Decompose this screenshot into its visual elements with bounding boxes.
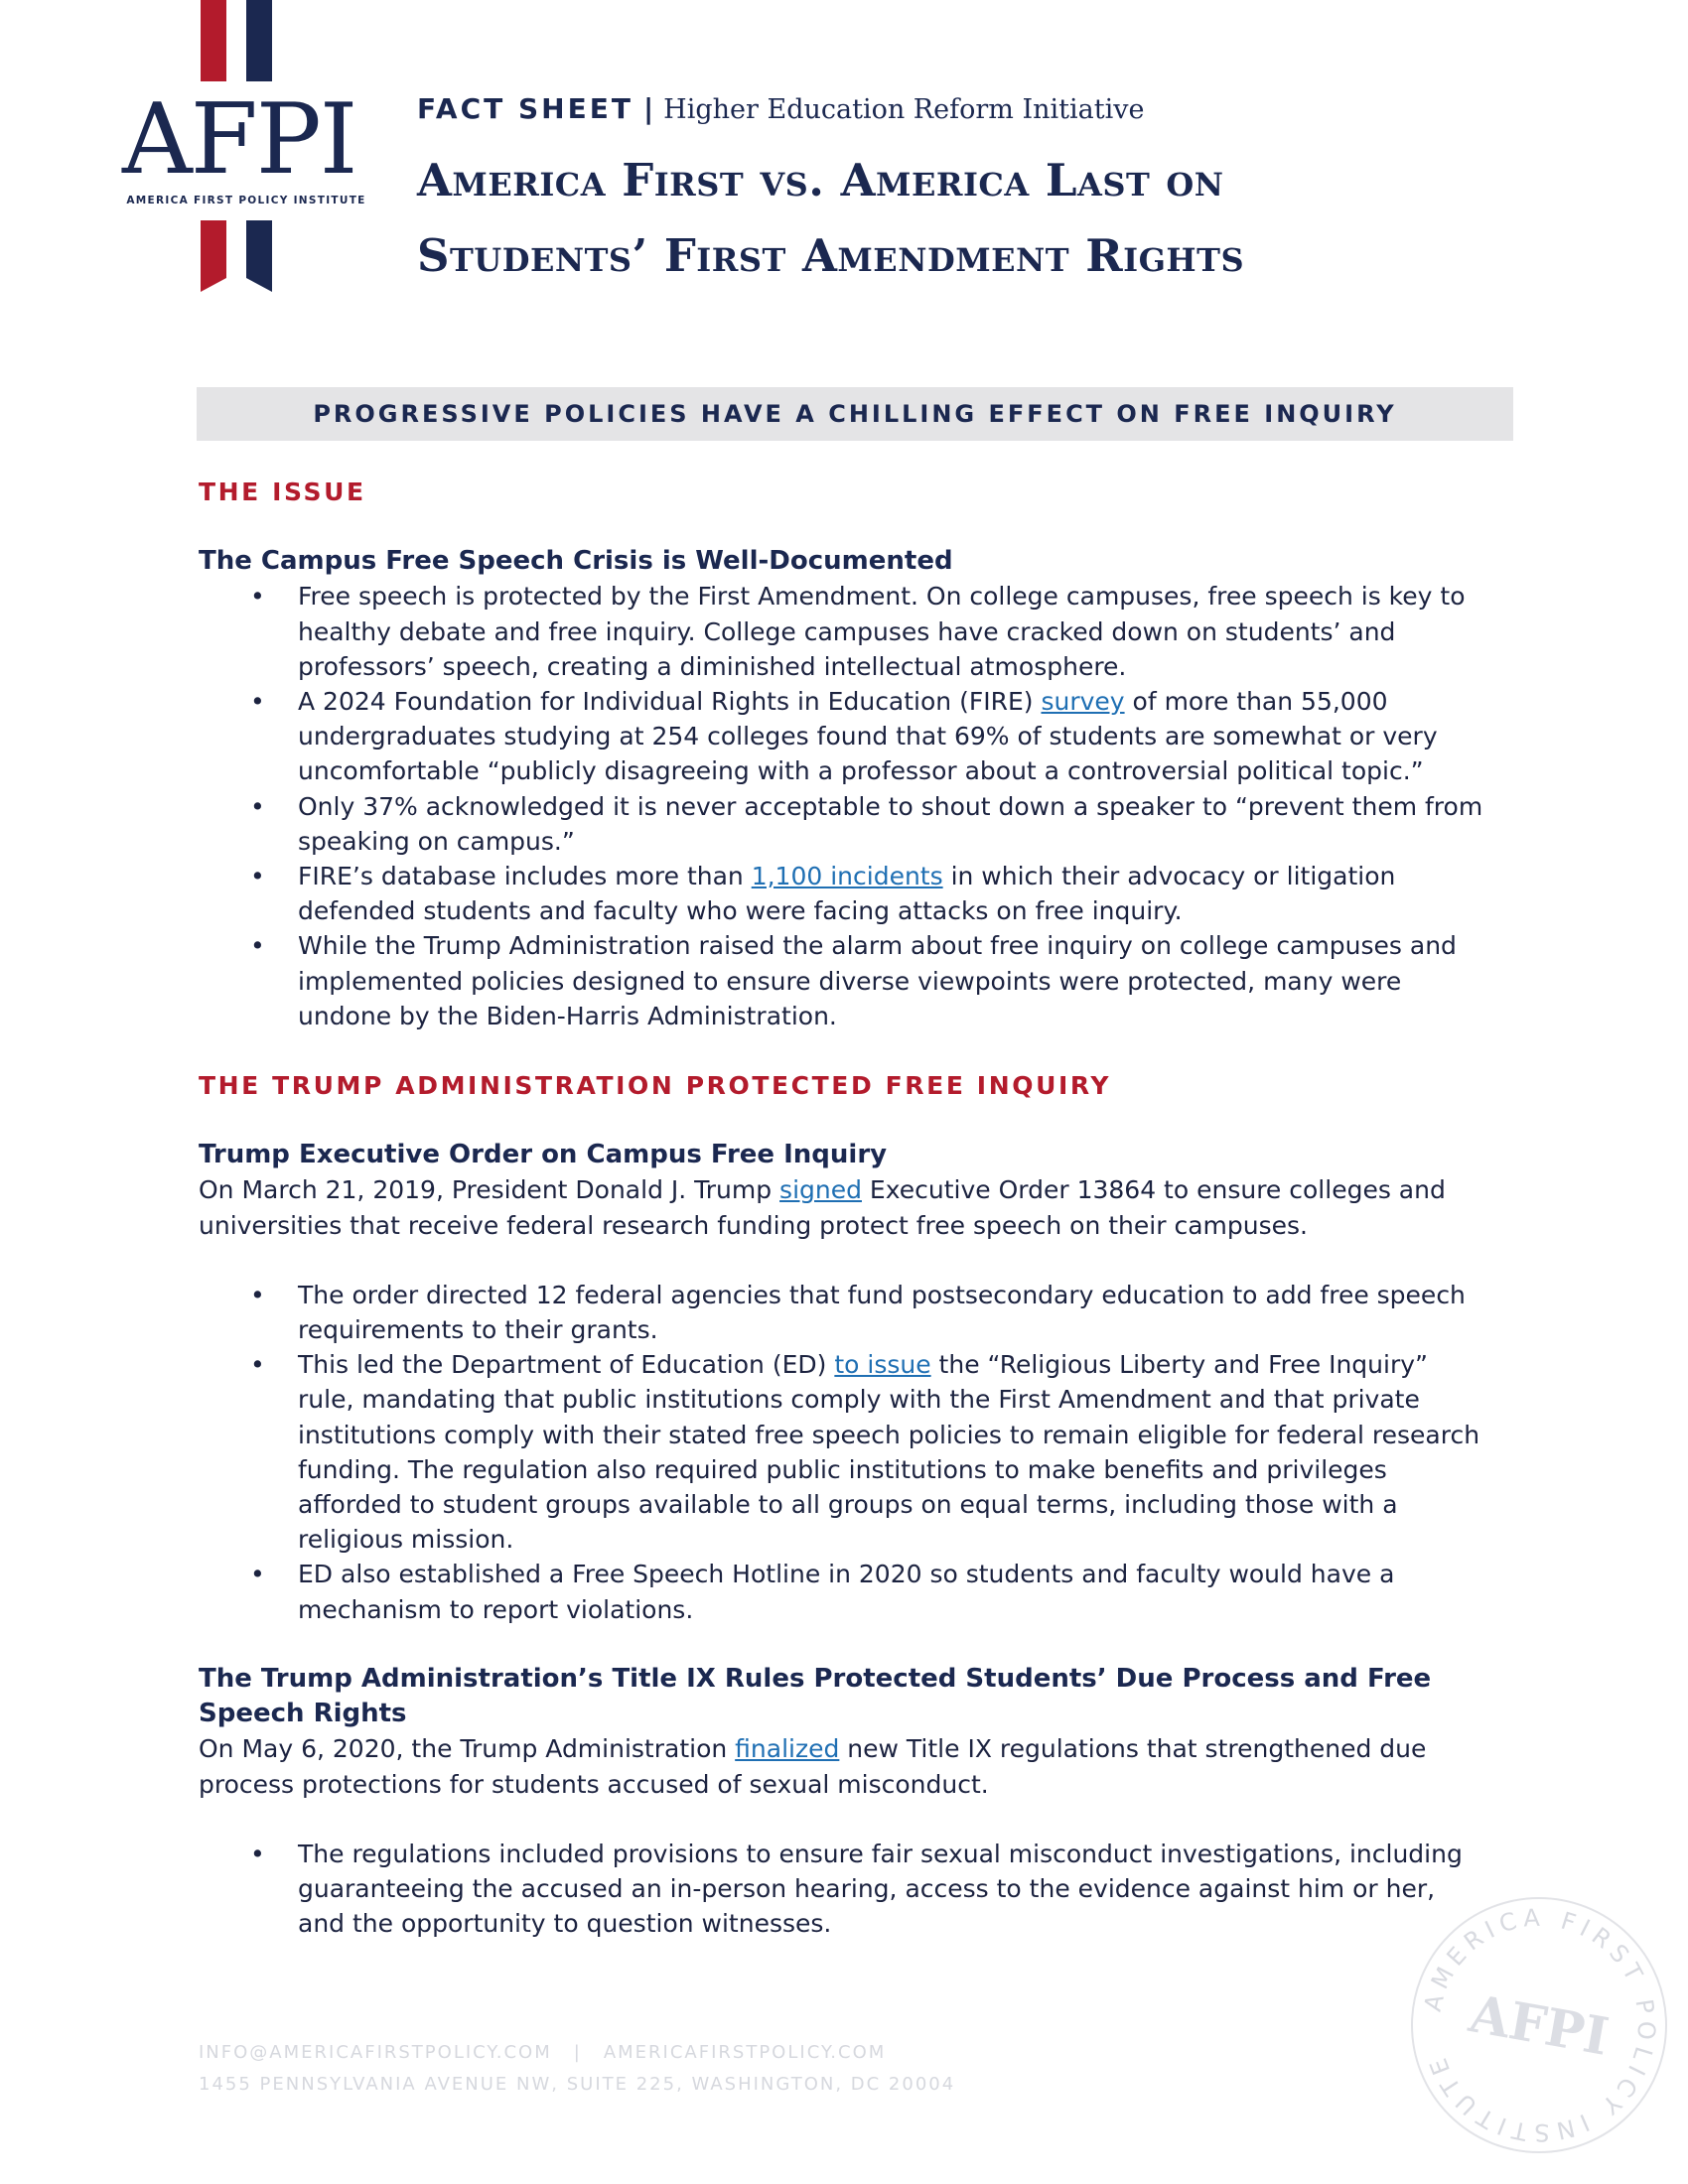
section-heading-issue: THE ISSUE	[199, 478, 366, 506]
survey-link[interactable]: survey	[1041, 687, 1125, 717]
bullet-icon: •	[250, 1839, 265, 1868]
footer-separator: |	[573, 2042, 582, 2063]
subheading-executive-order: Trump Executive Order on Campus Free Inquiry	[199, 1140, 888, 1170]
list-item: • Only 37% acknowledged it is never acceptable to shout down a speaker to “prevent them from speaking on campus.”	[199, 789, 1489, 859]
bullet-icon: •	[250, 931, 265, 961]
page-title	[417, 143, 1244, 294]
subheading-title-ix: The Trump Administration’s Title IX Rules Protected Students’ Due Process and Free Speech Rights	[199, 1663, 1432, 1729]
kicker-separator: |	[642, 92, 654, 125]
footer-email[interactable]: INFO@AMERICAFIRSTPOLICY.COM	[199, 2042, 552, 2063]
list-item: • The regulations included provisions to ensure fair sexual misconduct investigations, including guaranteeing the accused an in-person hearing, access to the evidence against him or her, and the opportunity to question witnesses.	[199, 1837, 1489, 1942]
logo-ribbon-bars	[201, 220, 272, 296]
fact-sheet-label: FACT SHEET	[417, 92, 633, 125]
document-body	[199, 475, 1489, 1941]
seal-ring-text: AMERICA FIRST POLICY INSTITUTE	[1418, 1903, 1661, 2147]
bullet-icon: •	[250, 1280, 265, 1309]
executive-order-bullet-list	[199, 1278, 1489, 1627]
banner-text: PROGRESSIVE POLICIES HAVE A CHILLING EFFECT ON FREE INQUIRY	[313, 400, 1397, 428]
header-kicker	[417, 91, 1144, 128]
bullet-icon: •	[250, 1560, 265, 1589]
to-issue-link[interactable]: to issue	[834, 1350, 931, 1380]
title-line-2: Students’ First Amendment Rights	[417, 229, 1245, 282]
afpi-seal-watermark	[1400, 1886, 1678, 2164]
section-banner	[197, 387, 1513, 441]
logo-wordmark: AFPI	[122, 83, 356, 197]
bullet-icon: •	[250, 687, 265, 717]
list-item: • FIRE’s database includes more than 1,100 incidents in which their advocacy or litigation defended students and faculty who were facing attacks on free inquiry.	[199, 859, 1489, 928]
bullet-icon: •	[250, 1350, 265, 1380]
seal-center-text: AFPI	[1465, 1983, 1614, 2068]
initiative-label: Higher Education Reform Initiative	[663, 94, 1145, 125]
footer-address: 1455 PENNSYLVANIA AVENUE NW, SUITE 225, WASHINGTON, DC 20004	[199, 2074, 956, 2095]
list-item: • While the Trump Administration raised the alarm about free inquiry on college campuses and implemented policies designed to ensure diverse viewpoints were protected, many were undone by the Biden-Harris Administration.	[199, 928, 1489, 1033]
paragraph-title-ix: On May 6, 2020, the Trump Administration finalized new Title IX regulations that strengthened due process protections for students accused of sexual misconduct.	[199, 1734, 1427, 1799]
title-line-1: America First vs. America Last on	[417, 154, 1224, 206]
list-item: • Free speech is protected by the First Amendment. On college campuses, free speech is key to healthy debate and free inquiry. College campuses have cracked down on students’ and professors’ speech, creating a diminished intellectual atmosphere.	[199, 579, 1489, 684]
logo-tagline: AMERICA FIRST POLICY INSTITUTE	[126, 195, 366, 206]
paragraph-executive-order: On March 21, 2019, President Donald J. Trump signed Executive Order 13864 to ensure colleges and universities that receive federal research funding protect free speech on their campuses.	[199, 1175, 1446, 1240]
list-item: • The order directed 12 federal agencies that fund postsecondary education to add free speech requirements to their grants.	[199, 1278, 1489, 1347]
signed-link[interactable]: signed	[779, 1175, 862, 1205]
issue-bullet-list	[199, 579, 1489, 1033]
list-item: • ED also established a Free Speech Hotline in 2020 so students and faculty would have a mechanism to report violations.	[199, 1557, 1489, 1626]
footer-website[interactable]: AMERICAFIRSTPOLICY.COM	[603, 2042, 887, 2063]
bullet-icon: •	[250, 582, 265, 612]
bullet-icon: •	[250, 862, 265, 891]
subheading-crisis: The Campus Free Speech Crisis is Well-Documented	[199, 546, 953, 577]
finalized-link[interactable]: finalized	[735, 1734, 840, 1764]
incidents-link[interactable]: 1,100 incidents	[751, 862, 943, 891]
logo-navy-bar-top	[246, 0, 272, 81]
title-ix-bullet-list	[199, 1837, 1489, 1942]
afpi-logo	[119, 0, 377, 298]
section-heading-trump-admin: THE TRUMP ADMINISTRATION PROTECTED FREE INQUIRY	[199, 1071, 1112, 1101]
logo-red-bar-top	[201, 0, 226, 81]
list-item: • This led the Department of Education (ED) to issue the “Religious Liberty and Free Inquiry” rule, mandating that public institutions comply with the First Amendment and that private institutions comply with their stated free speech policies to remain eligible for federal research funding. The regulation also required public institutions to make benefits and privileges afforded to student groups available to all groups on equal terms, including those with a religious mission.	[199, 1347, 1489, 1557]
bullet-icon: •	[250, 791, 265, 821]
list-item: • A 2024 Foundation for Individual Rights in Education (FIRE) survey of more than 55,000 undergraduates studying at 254 colleges found that 69% of students are somewhat or very uncomfortable “publicly disagreeing with a professor about a controversial political topic.”	[199, 684, 1489, 789]
page-footer	[199, 2037, 955, 2101]
